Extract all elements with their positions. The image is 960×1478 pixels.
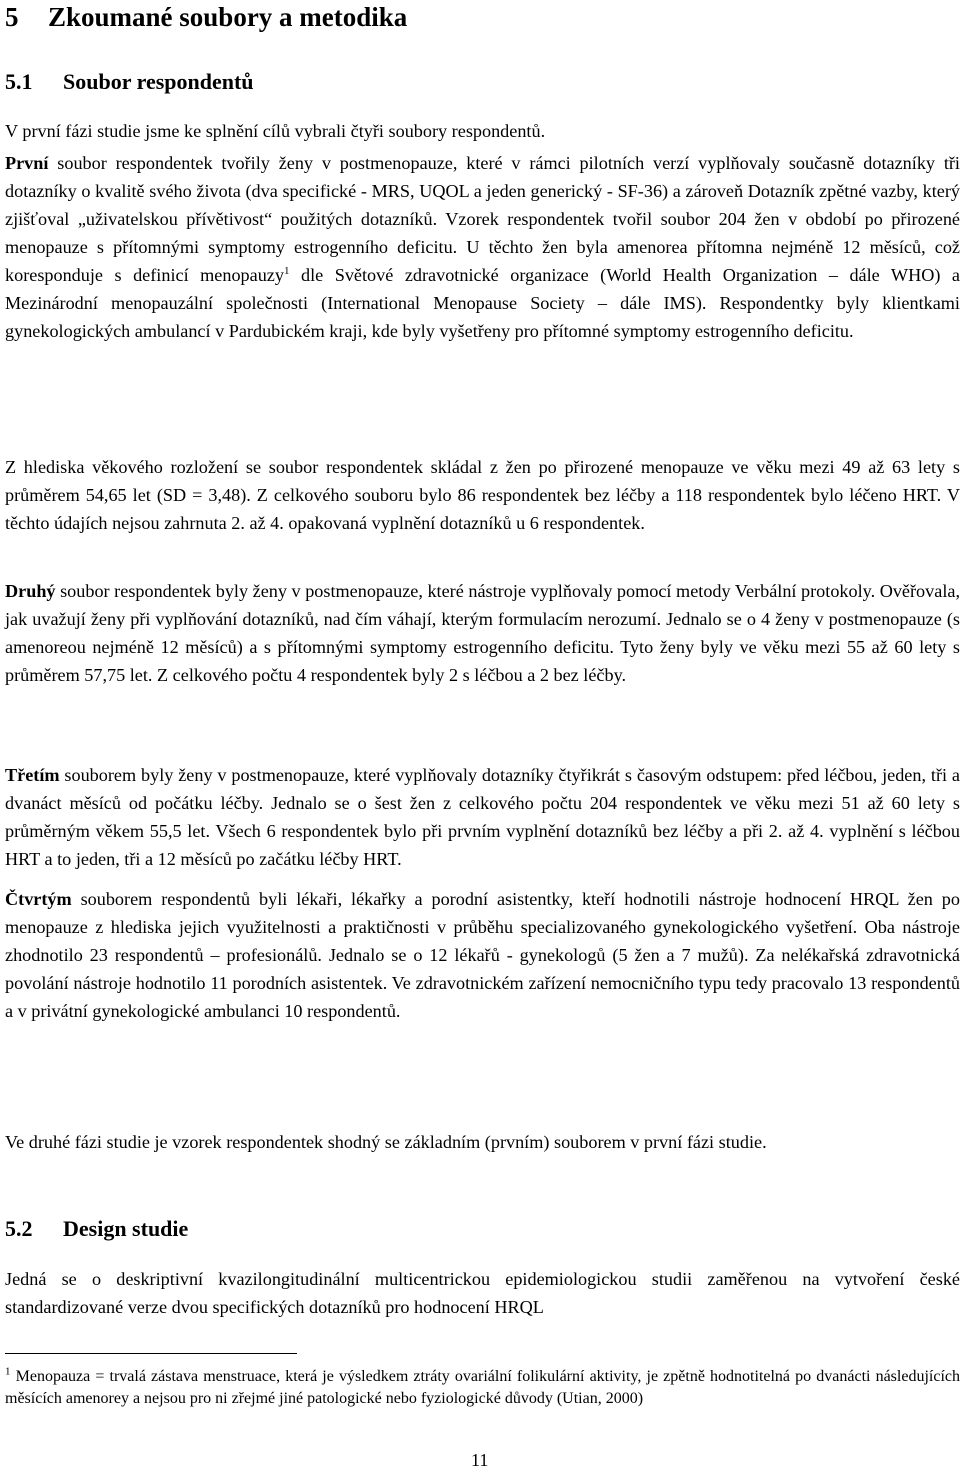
section-number: 5.2: [5, 1216, 33, 1241]
paragraph-first-set: První soubor respondentek tvořily ženy v postmenopauze, které v rámci pilotních verzí vyplňovaly současně dotazníky tři dotazníky o kvalitě svého života (dva specifické - MRS, UQOL a jeden generický - SF-36) a zároveň Dotazník zpětné vazby, který zjišťoval „uživatelskou přívětivost“ použitých dotazníků. Vzorek respondentek tvořil soubor 204 žen v období po přirozené menopauze s přítomnými symptomy estrogenního deficitu. U těchto žen byla amenorea přítomna nejméně 12 měsíců, což koresponduje s definicí menopauzy$^1$ dle Světové zdravotnické organizace (World Health Organization – dále WHO) a Mezinárodní menopauzální společnosti (International Menopause Society – dále IMS). Respondentky byly klientkami gynekologických ambulancí v Pardubickém kraji, kde byly vyšetřeny pro přítomné symptomy estrogenního deficitu.: [5, 153, 960, 341]
chapter-number: 5: [5, 2, 19, 32]
paragraph-second-set: Druhý soubor respondentek byly ženy v postmenopauze, které nástroje vyplňovaly pomocí metody Verbální protokoly. Ověřovala, jak uvažují ženy při vyplňování dotazníků, nad čím váhají, kterým formulacím nerozumí. Jednalo se o 4 ženy v postmenopauze (s amenoreou nejméně 12 měsíců) a s přítomnými symptomy estrogenního deficitu. Tyto ženy byly ve věku mezi 55 až 60 lety s průměrem 57,75 let. Z celkového počtu 4 respondentek byly 2 s léčbou a 2 bez léčby.: [5, 581, 960, 685]
paragraph-design: Jedná se o deskriptivní kvazilongitudinální multicentrickou epidemiologickou studii zaměřenou na vytvoření české standardizované verze dvou specifických dotazníků pro hodnocení HRQL: [5, 1269, 960, 1317]
chapter-title: Zkoumané soubory a metodika: [48, 2, 408, 32]
paragraph-third-set: Třetím souborem byly ženy v postmenopauze, které vyplňovaly dotazníky čtyřikrát s časovým odstupem: před léčbou, jeden, tři a dvanáct měsíců od počátku léčby. Jednalo se o šest žen z celkového počtu 204 respondentek ve věku mezi 51 až 60 lety s průměrným věkem 55,5 let. Všech 6 respondentek bylo při prvním vyplnění dotazníků bez léčby a při 2. až 4. vyplnění s léčbou HRT a to jeden, tři a 12 měsíců po začátku léčby HRT.: [5, 765, 960, 869]
lead-word: První: [5, 153, 49, 173]
page-number: 11: [471, 1450, 489, 1470]
lead-word: Třetím: [5, 765, 60, 785]
footnote-reference: 1: [283, 264, 290, 277]
chapter-heading: [5, 0, 407, 34]
footnote: [5, 1366, 960, 1410]
intro-paragraph: V první fázi studie jsme ke splnění cílů vybrali čtyři soubory respondentů.: [5, 121, 546, 141]
section-title: Soubor respondentů: [63, 69, 254, 94]
paragraph-age-distribution: Z hlediska věkového rozložení se soubor respondentek skládal z žen po přirozené menopauze ve věku mezi 49 až 63 lety s průměrem 54,65 let (SD = 3,48). Z celkového souboru bylo 86 respondentek bez léčby a 118 respondentek bylo léčeno HRT. V těchto údajích nejsou zahrnuta 2. až 4. opakovaná vyplnění dotazníků u 6 respondentek.: [5, 457, 960, 533]
paragraph-second-phase: Ve druhé fázi studie je vzorek respondentek shodný se základním (prvním) souborem v první fázi studie.: [5, 1132, 767, 1152]
footnote-mark: 1: [5, 1365, 11, 1378]
section-heading-5-2: [5, 1215, 188, 1243]
lead-word: Čtvrtým: [5, 889, 72, 909]
section-number: 5.1: [5, 69, 33, 94]
section-heading-5-1: [5, 68, 254, 96]
footnote-separator: [5, 1353, 297, 1354]
footnote-text: Menopauza = trvalá zástava menstruace, která je výsledkem ztráty ovariální folikulární aktivity, je zpětně hodnotitelná po dvanácti následujících měsících amenorey a nejsou pro ni zřejmé jiné patologické nebo fyziologické důvody (Utian, 2000): [5, 1368, 960, 1407]
paragraph-fourth-set: Čtvrtým souborem respondentů byli lékaři, lékařky a porodní asistentky, kteří hodnotili nástroje hodnocení HRQL žen po menopauze z hlediska jejich využitelnosti a praktičnosti v průběhu specializovaného gynekologického vyšetření. Oba nástroje zhodnotilo 23 respondentů – profesionálů. Jednalo se o 12 lékařů - gynekologů (5 žen a 7 mužů). Za nelékařská zdravotnická povolání nástroje hodnotilo 11 porodních asistentek. Ve zdravotnickém zařízení nemocničního typu tedy pracovalo 13 respondentů a v privátní gynekologické ambulanci 10 respondentů.: [5, 889, 960, 1021]
section-title: Design studie: [63, 1216, 189, 1241]
lead-word: Druhý: [5, 581, 56, 601]
